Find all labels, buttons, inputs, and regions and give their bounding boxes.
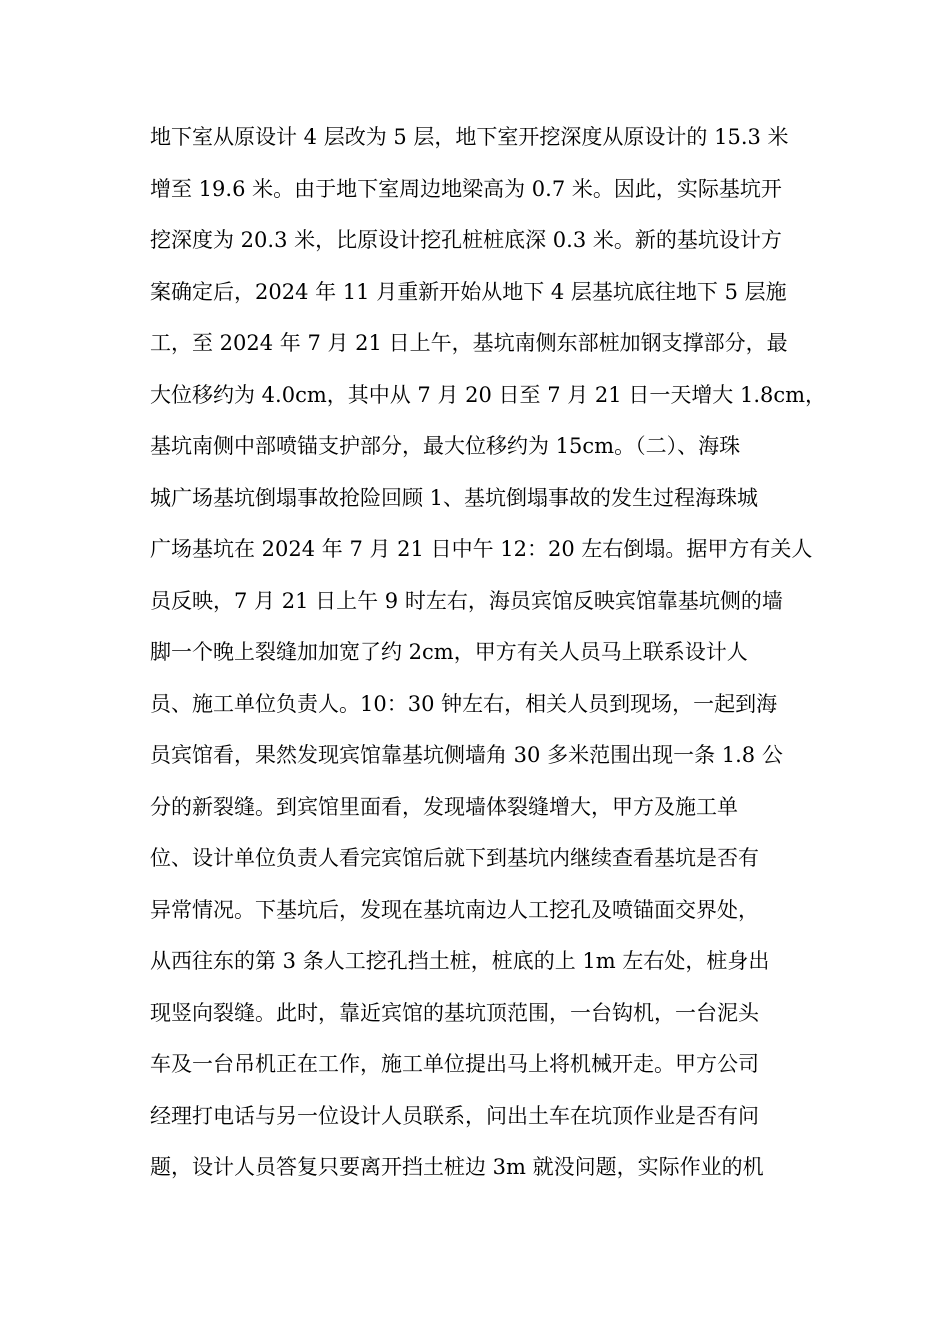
text-line-8: 城广场基坑倒塌事故抢险回顾 1、基坑倒塌事故的发生过程海珠城 [150,485,759,510]
text-line-18: 现竖向裂缝。此时，靠近宾馆的基坑顶范围，一台钩机，一台泥头 [150,1000,759,1025]
text-line-9: 广场基坑在 2024 年 7 月 21 日中午 12：20 左右倒塌。据甲方有关人 [150,537,813,561]
text-line-7: 基坑南侧中部喷锚支护部分，最大位移约为 15cm。（二）、海珠 [150,434,741,458]
text-line-11: 脚一个晚上裂缝加加宽了约 2cm，甲方有关人员马上联系设计人 [150,640,748,664]
text-line-14: 分的新裂缝。到宾馆里面看，发现墙体裂缝增大，甲方及施工单 [150,794,738,819]
text-line-15: 位、设计单位负责人看完宾馆后就下到基坑内继续查看基坑是否有 [150,846,759,870]
text-line-6: 大位移约为 4.0cm，其中从 7 月 20 日至 7 月 21 日一天增大 1.8cm， [150,382,827,407]
text-line-10: 员反映，7 月 21 日上午 9 时左右，海员宾馆反映宾馆靠基坑侧的墙 [150,588,783,613]
text-line-17: 从西往东的第 3 条人工挖孔挡土桩，桩底的上 1m 左右处，桩身出 [150,949,770,973]
text-line-3: 挖深度为 20.3 米，比原设计挖孔桩桩底深 0.3 米。新的基坑设计方 [150,228,782,252]
text-line-1: 地下室从原设计 4 层改为 5 层，地下室开挖深度从原设计的 15.3 米 [150,125,789,149]
text-line-16: 异常情况。下基坑后，发现在基坑南边人工挖孔及喷锚面交界处， [150,897,759,922]
text-line-20: 经理打电话与另一位设计人员联系，问出土车在坑顶作业是否有问 [150,1103,759,1128]
text-line-4: 案确定后，2024 年 11 月重新开始从地下 4 层基坑底往地下 5 层施 [150,279,787,304]
text-line-2: 增至 19.6 米。由于地下室周边地梁高为 0.7 米。因此，实际基坑开 [150,176,782,201]
text-line-5: 工，至 2024 年 7 月 21 日上午，基坑南侧东部桩加钢支撑部分，最 [150,331,788,355]
body-text [150,112,827,1194]
text-line-13: 员宾馆看，果然发现宾馆靠基坑侧墙角 30 多米范围出现一条 1.8 公 [150,743,783,767]
text-line-19: 车及一台吊机正在工作，施工单位提出马上将机械开走。甲方公司 [150,1052,759,1076]
text-line-12: 员、施工单位负责人。10：30 钟左右，相关人员到现场，一起到海 [150,691,778,716]
text-line-21: 题，设计人员答复只要离开挡土桩边 3m 就没问题，实际作业的机 [150,1155,764,1179]
